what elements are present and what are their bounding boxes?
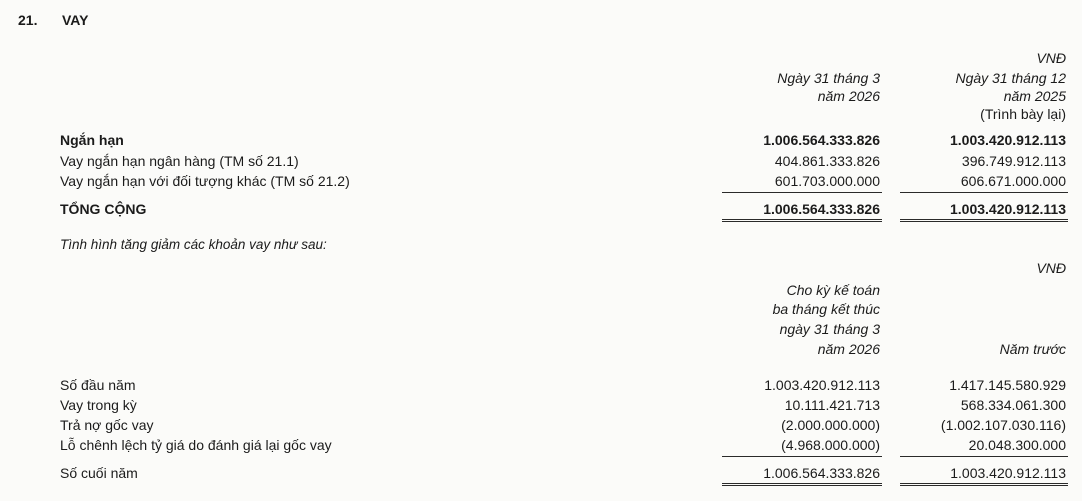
table2-row-value-current: (2.000.000.000) [781, 417, 880, 433]
table2-row-value-current: 1.003.420.912.113 [764, 377, 880, 393]
table1-total-value-current: 1.006.564.333.826 [763, 201, 880, 217]
table1-total-value-prior: 1.003.420.912.113 [949, 201, 1066, 217]
table1-row-value-prior: 396.749.912.113 [961, 153, 1066, 169]
table1-row-value-current: 404.861.333.826 [774, 153, 880, 169]
table2-subtotal-rule-current [722, 456, 882, 457]
table2-total-double-rule-prior [900, 483, 1068, 486]
table1-col1-header-line1: Ngày 31 tháng 3 [777, 70, 880, 86]
table2-total-label: Số cuối năm [60, 465, 138, 481]
section-number: 21. [18, 12, 38, 28]
table2-row-value-prior: 20.048.300.000 [968, 437, 1066, 453]
table2-col2-header: Năm trước [999, 341, 1066, 357]
table2-row-value-current: 10.111.421.713 [784, 397, 880, 413]
table1-row-label: Vay ngắn hạn ngân hàng (TM số 21.1) [60, 153, 299, 169]
table2-row-value-prior: 568.334.061.300 [960, 397, 1066, 413]
table2-col1-header-line3: ngày 31 tháng 3 [779, 321, 880, 337]
table2-intro: Tình hình tăng giảm các khoản vay như sau: [60, 237, 327, 252]
table1-subtotal-rule-current [722, 192, 882, 193]
table2-row-label: Lỗ chênh lệch tỷ giá do đánh giá lại gốc vay [60, 437, 332, 453]
table1-row-value-prior: 606.671.000.000 [960, 173, 1066, 189]
table1-total-double-rule-prior [900, 219, 1068, 222]
table1-row-value-current: 601.703.000.000 [774, 173, 880, 189]
table1-col2-header-line1: Ngày 31 tháng 12 [955, 70, 1066, 86]
table2-row-label: Trả nợ gốc vay [60, 417, 154, 433]
table1-row-value-prior: 1.003.420.912.113 [949, 132, 1066, 148]
table2-row-value-prior: 1.417.145.580.929 [949, 377, 1066, 393]
section-title: VAY [62, 12, 89, 28]
table2-row-value-current: (4.968.000.000) [781, 437, 880, 453]
table2-total-value-prior: 1.003.420.912.113 [950, 465, 1066, 481]
table1-row-label: Ngắn hạn [60, 132, 124, 148]
table1-total-double-rule-current [722, 219, 882, 222]
table1-row-value-current: 1.006.564.333.826 [763, 132, 880, 148]
table1-subtotal-rule-prior [900, 192, 1068, 193]
table2-col1-header-line1: Cho kỳ kế toán [786, 282, 880, 298]
table2-col1-header-line2: ba tháng kết thúc [772, 301, 880, 317]
table1-col2-header-line2: năm 2025 [1003, 88, 1066, 104]
table1-col2-header-line3: (Trình bày lại) [980, 106, 1066, 122]
table2-row-label: Vay trong kỳ [60, 397, 137, 413]
table2-col1-header-line4: năm 2026 [817, 341, 880, 357]
table2-row-label: Số đầu năm [60, 377, 136, 393]
table2-row-value-prior: (1.002.107.030.116) [940, 417, 1066, 433]
table1-row-label: Vay ngắn hạn với đối tượng khác (TM số 21.2) [60, 173, 350, 189]
table1-total-label: TỔNG CỘNG [60, 201, 147, 217]
table2-currency: VNĐ [1036, 260, 1066, 276]
table2-total-value-current: 1.006.564.333.826 [763, 465, 880, 481]
table1-col1-header-line2: năm 2026 [817, 88, 880, 104]
table2-subtotal-rule-prior [900, 456, 1068, 457]
table2-total-double-rule-current [722, 483, 882, 486]
table1-currency: VNĐ [1036, 50, 1066, 66]
